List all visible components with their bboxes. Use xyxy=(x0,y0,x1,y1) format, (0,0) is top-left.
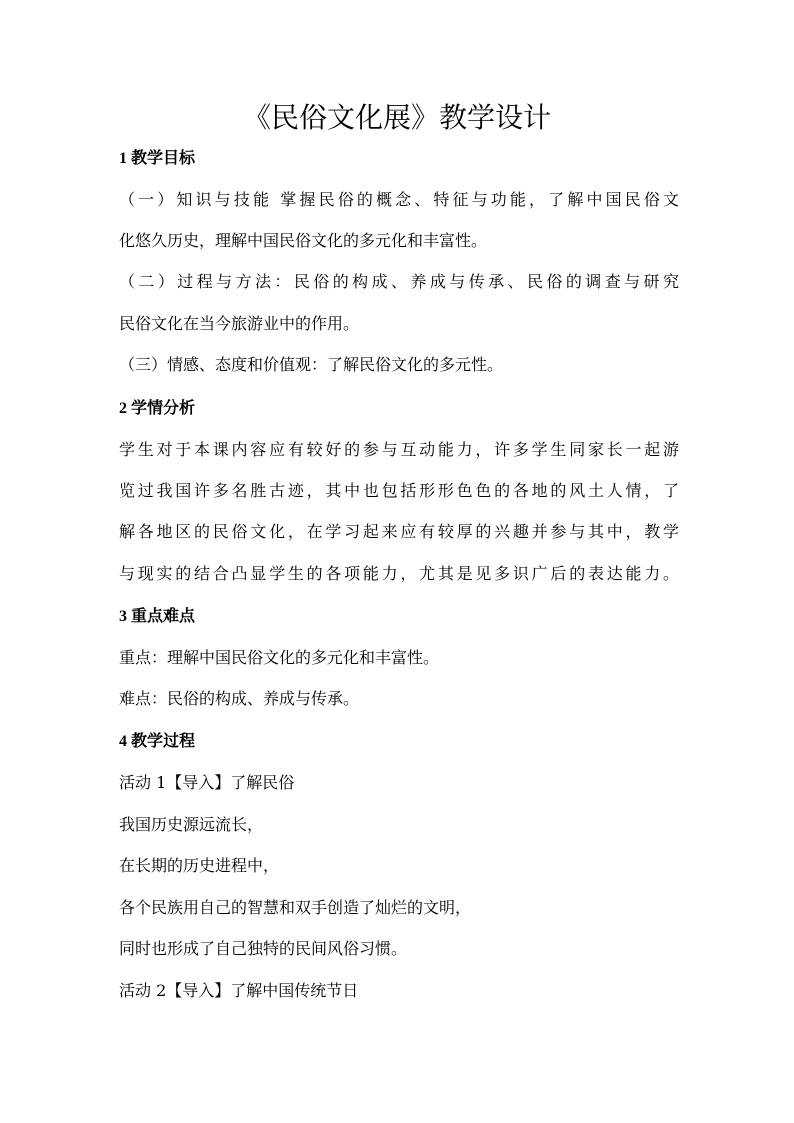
paragraph-line: 重点：理解中国民俗文化的多元化和丰富性。 xyxy=(119,648,440,667)
paragraph-line: 化悠久历史，理解中国民俗文化的多元化和丰富性。 xyxy=(119,231,488,250)
section-heading-analysis: 2 学情分析 xyxy=(119,400,196,417)
paragraph-line: 览过我国许多名胜古迹，其中也包括形形色色的各地的风土人情，了 xyxy=(119,481,679,500)
paragraph-line: 同时也形成了自己独特的民间风俗习惯。 xyxy=(119,939,408,958)
document-title: 《民俗文化展》教学设计 xyxy=(242,101,551,134)
paragraph-line: 学生对于本课内容应有较好的参与互动能力，许多学生同家长一起游 xyxy=(119,440,679,459)
paragraph-line: （一）知识与技能 掌握民俗的概念、特征与功能，了解中国民俗文 xyxy=(119,190,679,209)
paragraph-line: （二）过程与方法：民俗的构成、养成与传承、民俗的调查与研究 xyxy=(119,272,679,291)
paragraph-line: 在长期的历史进程中， xyxy=(119,856,280,875)
paragraph-line: 难点：民俗的构成、养成与传承。 xyxy=(119,689,360,708)
paragraph-line: （三）情感、态度和价值观：了解民俗文化的多元性。 xyxy=(119,355,504,374)
section-heading-goals: 1 教学目标 xyxy=(119,150,196,167)
activity-title: 活动 2【导入】了解中国传统节日 xyxy=(119,981,359,1000)
section-heading-keypoints: 3 重点难点 xyxy=(119,608,196,625)
paragraph-line: 我国历史源远流长， xyxy=(119,815,264,834)
paragraph-line: 各个民族用自己的智慧和双手创造了灿烂的文明， xyxy=(119,898,472,917)
paragraph-line: 解各地区的民俗文化，在学习起来应有较厚的兴趣并参与其中，教学 xyxy=(119,522,679,541)
paragraph-line: 民俗文化在当今旅游业中的作用。 xyxy=(119,314,360,333)
section-heading-process: 4 教学过程 xyxy=(119,733,196,750)
activity-title: 活动 1【导入】了解民俗 xyxy=(119,773,295,792)
paragraph-line: 与现实的结合凸显学生的各项能力，尤其是见多识广后的表达能力。 xyxy=(119,564,679,583)
